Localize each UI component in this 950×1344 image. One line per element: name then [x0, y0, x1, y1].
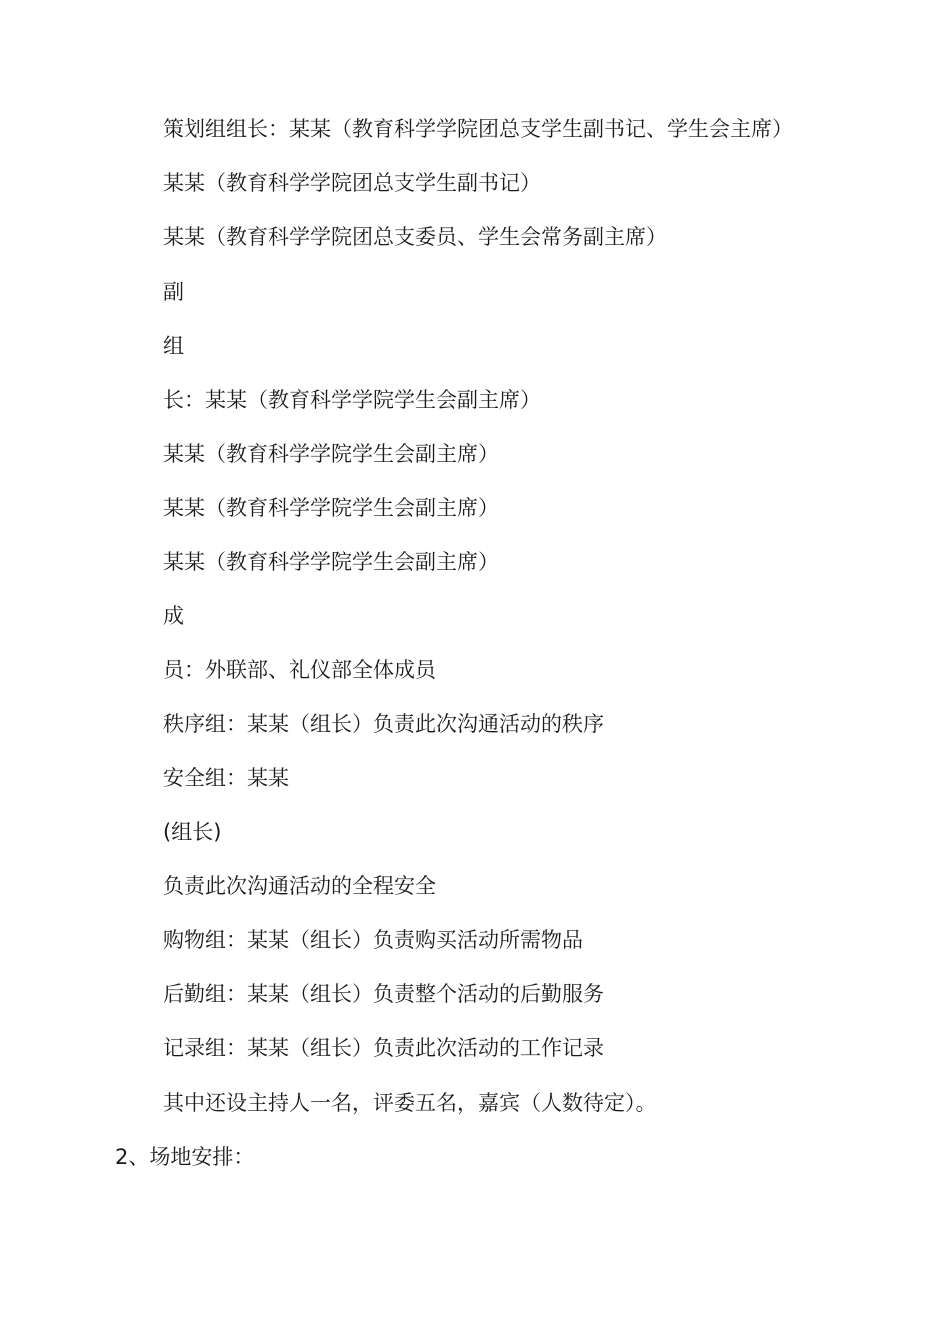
members-label-char: 成 [163, 604, 184, 628]
record-group-line: 记录组：某某（组长）负责此次活动的工作记录 [163, 1036, 604, 1060]
vice-leader-member-line: 某某（教育科学学院学生会副主席） [163, 442, 499, 466]
vice-leader-line: 长：某某（教育科学学院学生会副主席） [163, 388, 541, 412]
shopping-group-line: 购物组：某某（组长）负责购买活动所需物品 [163, 928, 583, 952]
planning-member-line: 某某（教育科学学院团总支学生副书记） [163, 171, 541, 195]
planning-group-leader-line: 策划组组长：某某（教育科学学院团总支学生副书记、学生会主席） [163, 117, 793, 141]
host-judges-line: 其中还设主持人一名，评委五名，嘉宾（人数待定）。 [163, 1091, 657, 1115]
section-heading: 2、场地安排： [115, 1145, 255, 1169]
safety-group-role: (组长) [163, 820, 222, 844]
vice-leader-member-line: 某某（教育科学学院学生会副主席） [163, 496, 499, 520]
vice-leader-label-char: 组 [163, 334, 184, 358]
safety-group-line: 安全组：某某 [163, 766, 289, 790]
order-group-line: 秩序组：某某（组长）负责此次沟通活动的秩序 [163, 712, 604, 736]
safety-group-duty: 负责此次沟通活动的全程安全 [163, 874, 436, 898]
logistics-group-line: 后勤组：某某（组长）负责整个活动的后勤服务 [163, 982, 604, 1006]
planning-member-line: 某某（教育科学学院团总支委员、学生会常务副主席） [163, 225, 667, 249]
members-line: 员：外联部、礼仪部全体成员 [163, 658, 436, 682]
vice-leader-member-line: 某某（教育科学学院学生会副主席） [163, 550, 499, 574]
vice-leader-label-char: 副 [163, 280, 184, 304]
